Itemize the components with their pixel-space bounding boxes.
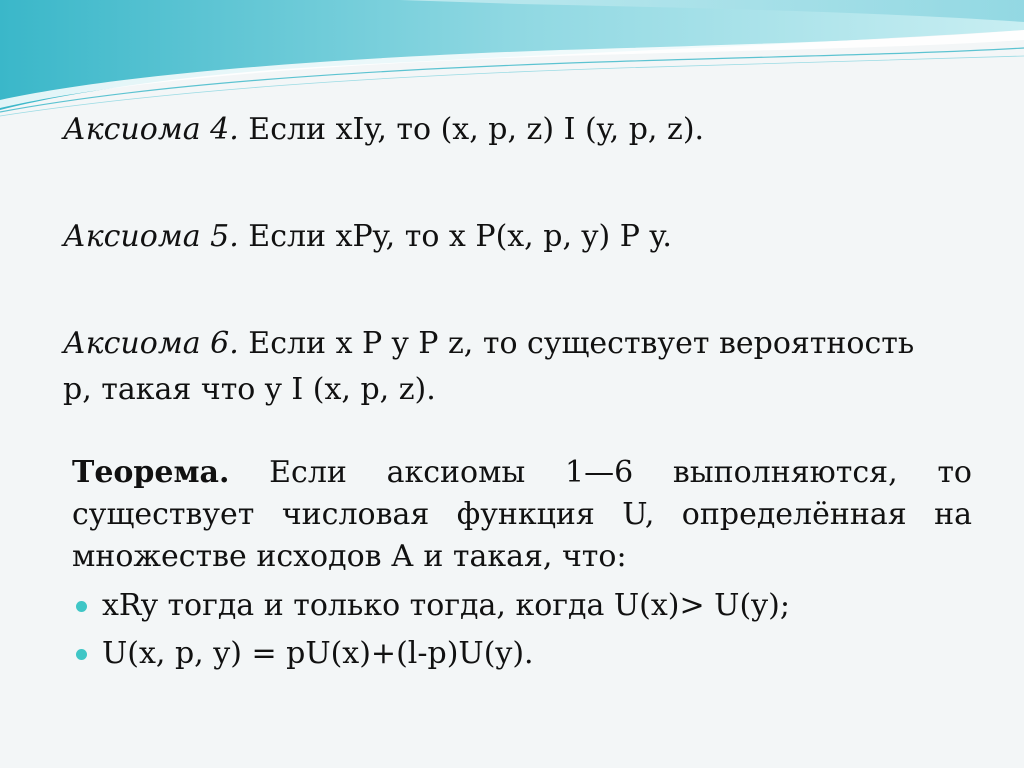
header-wave-decoration — [0, 0, 1024, 120]
list-item — [72, 582, 992, 630]
axiom-6-continuation — [63, 368, 436, 412]
axiom-4 — [63, 108, 704, 152]
theorem-conditions-list — [72, 582, 992, 678]
axiom-4-label: Аксиома 4. — [63, 112, 239, 147]
axiom-6-continuation-text: p, такая что y I (x, p, z). — [63, 372, 436, 407]
theorem-text: Если аксиомы 1—6 выполняются, то существует числовая функция U, определённая на множестве исходов А и такая, что: — [72, 455, 972, 574]
axiom-6-label: Аксиома 6. — [63, 326, 239, 361]
condition-2-text: U(x, p, y) = pU(x)+(l-p)U(y). — [102, 636, 534, 671]
bullet-dot-icon — [76, 601, 87, 612]
axiom-5 — [63, 215, 672, 259]
list-item — [72, 630, 992, 678]
theorem-label: Теорема. — [72, 455, 230, 490]
theorem-paragraph — [72, 452, 972, 578]
condition-1-text: xRy тогда и только тогда, когда U(x)> U(y); — [102, 588, 790, 623]
axiom-6 — [63, 322, 914, 366]
axiom-6-text: Если x P y P z, то существует вероятность — [248, 326, 915, 361]
axiom-5-text: Если xPy, то x P(x, p, y) P y. — [248, 219, 672, 254]
bullet-dot-icon — [76, 649, 87, 660]
axiom-4-text: Если xIy, то (x, p, z) I (y, p, z). — [248, 112, 705, 147]
axiom-5-label: Аксиома 5. — [63, 219, 239, 254]
